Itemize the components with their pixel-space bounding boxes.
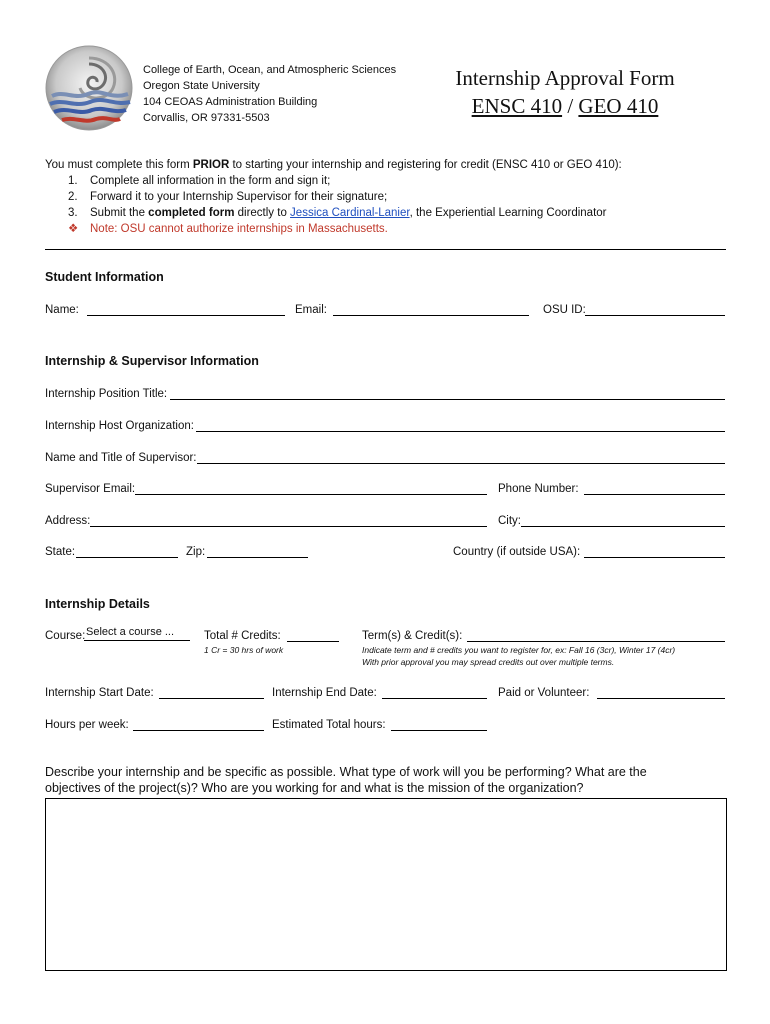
intro-text xyxy=(45,158,745,172)
title-separator: / xyxy=(562,94,579,118)
step-text: Forward it to your Internship Supervisor for their signature; xyxy=(90,191,388,203)
supervisor-email-label: Supervisor Email: xyxy=(45,483,136,495)
intro-post: to starting your internship and registering for credit (ENSC 410 or GEO 410): xyxy=(229,159,622,171)
address-field[interactable] xyxy=(90,526,487,527)
credits-label: Total # Credits: xyxy=(204,630,281,642)
city-field[interactable] xyxy=(521,526,725,527)
describe-line-2: objectives of the project(s)? Who are you working for and what is the mission of the organization? xyxy=(45,781,584,795)
email-label: Email: xyxy=(295,304,327,316)
step3-bold: completed form xyxy=(148,207,235,219)
terms-note-1: Indicate term and # credits you want to register for, ex: Fall 16 (3cr), Winter 17 (4cr) xyxy=(362,645,676,655)
supervisor-name-label: Name and Title of Supervisor: xyxy=(45,452,197,464)
phone-field[interactable] xyxy=(584,494,725,495)
osuid-label: OSU ID: xyxy=(543,304,586,316)
intro-bold: PRIOR xyxy=(192,159,230,171)
describe-line-1: Describe your internship and be specific as possible. What type of work will you be performing? What are the xyxy=(45,765,647,779)
step-number: 3. xyxy=(68,207,78,219)
email-field[interactable] xyxy=(333,315,529,316)
intro-pre: You must complete this form xyxy=(45,159,193,171)
credits-field[interactable] xyxy=(287,641,339,642)
name-field[interactable] xyxy=(87,315,285,316)
supervisor-email-field[interactable] xyxy=(135,494,487,495)
total-hours-field[interactable] xyxy=(391,730,487,731)
step-1 xyxy=(68,174,330,188)
course-select-value: Select a course ... xyxy=(86,626,175,638)
internship-details-heading: Internship Details xyxy=(45,597,150,611)
terms-note-2: With prior approval you may spread credits out over multiple terms. xyxy=(362,657,615,667)
course-select[interactable] xyxy=(84,626,190,641)
form-title-line2 xyxy=(430,92,700,120)
start-date-label: Internship Start Date: xyxy=(45,687,154,699)
end-date-field[interactable] xyxy=(382,698,487,699)
hours-per-week-field[interactable] xyxy=(133,730,264,731)
terms-label: Term(s) & Credit(s): xyxy=(362,630,463,642)
host-org-field[interactable] xyxy=(196,431,725,432)
course-label: Course: xyxy=(45,630,86,642)
college-address xyxy=(143,64,396,128)
end-date-label: Internship End Date: xyxy=(272,687,377,699)
host-org-label: Internship Host Organization: xyxy=(45,420,194,432)
description-textbox[interactable] xyxy=(45,798,727,971)
note-text: Note: OSU cannot authorize internships in Massachusetts. xyxy=(90,223,388,235)
address-line: 104 CEOAS Administration Building xyxy=(143,96,318,108)
position-title-field[interactable] xyxy=(170,399,725,400)
step-text: Complete all information in the form and sign it; xyxy=(90,175,331,187)
section-divider xyxy=(45,249,726,250)
step-2 xyxy=(68,190,387,204)
position-title-label: Internship Position Title: xyxy=(45,388,168,400)
coordinator-email-link[interactable]: Jessica Cardinal-Lanier xyxy=(290,207,410,219)
student-info-heading: Student Information xyxy=(45,270,164,284)
supervisor-info-heading: Internship & Supervisor Information xyxy=(45,354,259,368)
step-number: 1. xyxy=(68,175,78,187)
terms-field[interactable] xyxy=(467,641,725,642)
step3-post: , the Experiential Learning Coordinator xyxy=(409,207,607,219)
ceoas-logo xyxy=(44,44,134,132)
city-label: City: xyxy=(498,515,521,527)
name-label: Name: xyxy=(45,304,79,316)
step-3 xyxy=(68,206,607,220)
form-title xyxy=(430,64,700,120)
course-geo: GEO 410 xyxy=(578,94,659,118)
massachusetts-note xyxy=(68,222,388,236)
diamond-bullet-icon: ❖ xyxy=(68,223,79,235)
form-title-line1: Internship Approval Form xyxy=(455,66,675,90)
osuid-field[interactable] xyxy=(585,315,725,316)
step3-mid: directly to xyxy=(234,207,291,219)
zip-label: Zip: xyxy=(186,546,206,558)
total-hours-label: Estimated Total hours: xyxy=(272,719,386,731)
step3-pre: Submit the xyxy=(90,207,149,219)
state-field[interactable] xyxy=(76,557,178,558)
country-label: Country (if outside USA): xyxy=(453,546,581,558)
paid-volunteer-field[interactable] xyxy=(597,698,725,699)
address-line: Corvallis, OR 97331-5503 xyxy=(143,112,270,124)
state-label: State: xyxy=(45,546,76,558)
hours-per-week-label: Hours per week: xyxy=(45,719,129,731)
phone-label: Phone Number: xyxy=(498,483,579,495)
start-date-field[interactable] xyxy=(159,698,264,699)
address-line: College of Earth, Ocean, and Atmospheric Sciences xyxy=(143,64,397,76)
credits-note: 1 Cr = 30 hrs of work xyxy=(204,645,284,655)
address-label: Address: xyxy=(45,515,91,527)
country-field[interactable] xyxy=(584,557,725,558)
describe-prompt xyxy=(45,764,745,796)
course-ensc: ENSC 410 xyxy=(471,94,563,118)
address-line: Oregon State University xyxy=(143,80,260,92)
paid-volunteer-label: Paid or Volunteer: xyxy=(498,687,590,699)
zip-field[interactable] xyxy=(207,557,308,558)
supervisor-name-field[interactable] xyxy=(197,463,725,464)
step-number: 2. xyxy=(68,191,78,203)
